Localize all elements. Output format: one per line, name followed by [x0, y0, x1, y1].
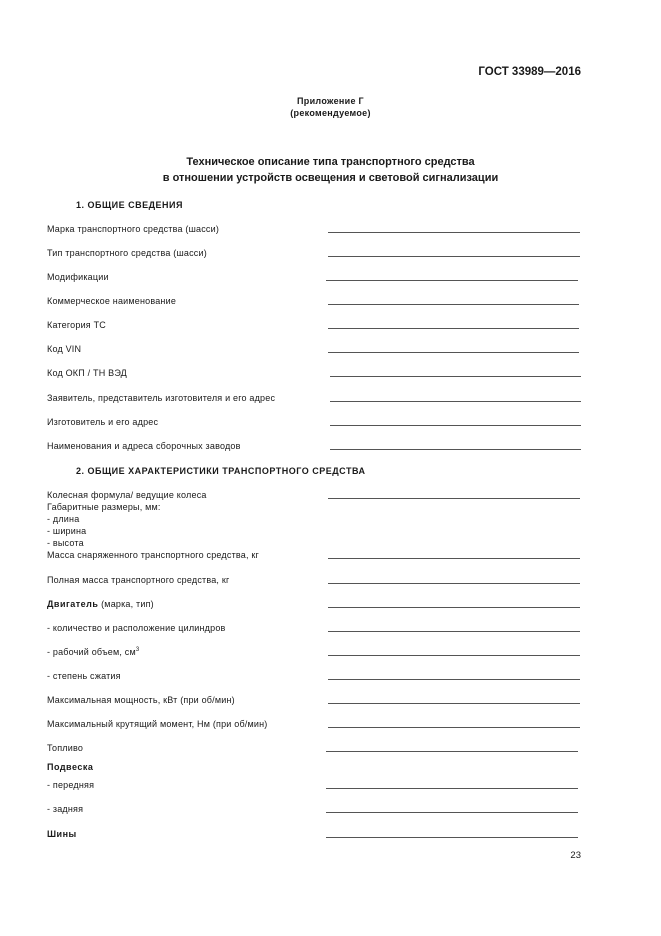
- displacement-label-text: - рабочий объем, см: [47, 647, 136, 657]
- field-label-manufacturer: Изготовитель и его адрес: [47, 417, 159, 427]
- field-line-tires[interactable]: [326, 837, 578, 838]
- field-line-commercial-name[interactable]: [328, 304, 579, 305]
- field-line-fuel[interactable]: [326, 751, 578, 752]
- field-label-applicant: Заявитель, представитель изготовителя и его адрес: [47, 393, 276, 403]
- field-line-max-torque[interactable]: [328, 727, 580, 728]
- field-line-compression[interactable]: [328, 679, 580, 680]
- field-line-max-power[interactable]: [328, 703, 580, 704]
- field-label-commercial-name: Коммерческое наименование: [47, 296, 177, 306]
- page-number: 23: [570, 850, 581, 861]
- field-label-category: Категория ТС: [47, 320, 106, 330]
- field-line-category[interactable]: [328, 328, 579, 329]
- field-line-manufacturer[interactable]: [330, 425, 581, 426]
- field-label-dimensions: Габаритные размеры, мм:: [47, 502, 161, 512]
- field-label-width: - ширина: [47, 526, 87, 536]
- field-line-type[interactable]: [328, 256, 580, 257]
- field-label-rear-suspension: - задняя: [47, 804, 84, 814]
- field-line-wheel-formula[interactable]: [328, 498, 580, 499]
- field-label-suspension: Подвеска: [47, 762, 94, 772]
- appendix-subtitle: (рекомендуемое): [290, 108, 371, 118]
- field-label-tires: Шины: [47, 829, 77, 839]
- field-line-displacement[interactable]: [328, 655, 580, 656]
- displacement-superscript: 3: [135, 647, 140, 653]
- document-title-line2: в отношении устройств освещения и световой сигнализации: [162, 172, 499, 184]
- field-label-gross-mass: Полная масса транспортного средства, кг: [47, 575, 230, 585]
- field-line-okp-code[interactable]: [330, 376, 581, 377]
- field-line-front-suspension[interactable]: [326, 788, 578, 789]
- field-line-curb-mass[interactable]: [328, 558, 580, 559]
- field-label-okp-code: Код ОКП / ТН ВЭД: [47, 368, 127, 378]
- field-label-height: - высота: [47, 538, 84, 548]
- field-label-length: - длина: [47, 514, 80, 524]
- field-line-gross-mass[interactable]: [328, 583, 580, 584]
- engine-bold-label: Двигатель: [47, 599, 99, 609]
- field-label-max-torque: Максимальный крутящий момент, Нм (при об/мин): [47, 719, 268, 729]
- field-line-assembly-plants[interactable]: [330, 449, 581, 450]
- field-label-front-suspension: - передняя: [47, 780, 95, 790]
- section-2-heading: 2. ОБЩИЕ ХАРАКТЕРИСТИКИ ТРАНСПОРТНОГО СРЕДСТВА: [76, 466, 366, 476]
- field-line-engine[interactable]: [328, 607, 580, 608]
- appendix-title: Приложение Г: [297, 96, 364, 106]
- field-label-curb-mass: Масса снаряженного транспортного средства, кг: [47, 550, 259, 560]
- field-label-displacement: [47, 647, 139, 657]
- field-label-type: Тип транспортного средства (шасси): [47, 248, 207, 258]
- field-label-cylinders: - количество и расположение цилиндров: [47, 623, 226, 633]
- field-line-modifications[interactable]: [326, 280, 578, 281]
- field-label-assembly-plants: Наименования и адреса сборочных заводов: [47, 441, 241, 451]
- field-label-max-power: Максимальная мощность, кВт (при об/мин): [47, 695, 235, 705]
- field-label-fuel: Топливо: [47, 743, 84, 753]
- field-label-compression: - степень сжатия: [47, 671, 121, 681]
- field-line-cylinders[interactable]: [328, 631, 580, 632]
- field-line-applicant[interactable]: [330, 401, 581, 402]
- field-label-make: Марка транспортного средства (шасси): [47, 224, 220, 234]
- field-label-vin: Код VIN: [47, 344, 82, 354]
- field-label-wheel-formula: Колесная формула/ ведущие колеса: [47, 490, 207, 500]
- field-line-make[interactable]: [328, 232, 580, 233]
- engine-label-rest: (марка, тип): [98, 599, 154, 609]
- document-title-line1: Техническое описание типа транспортного средства: [186, 156, 475, 168]
- field-line-vin[interactable]: [328, 352, 579, 353]
- standard-number: ГОСТ 33989—2016: [478, 66, 581, 78]
- section-1-heading: 1. ОБЩИЕ СВЕДЕНИЯ: [76, 200, 183, 210]
- field-label-modifications: Модификации: [47, 272, 109, 282]
- field-line-rear-suspension[interactable]: [326, 812, 578, 813]
- field-label-engine: [47, 599, 154, 609]
